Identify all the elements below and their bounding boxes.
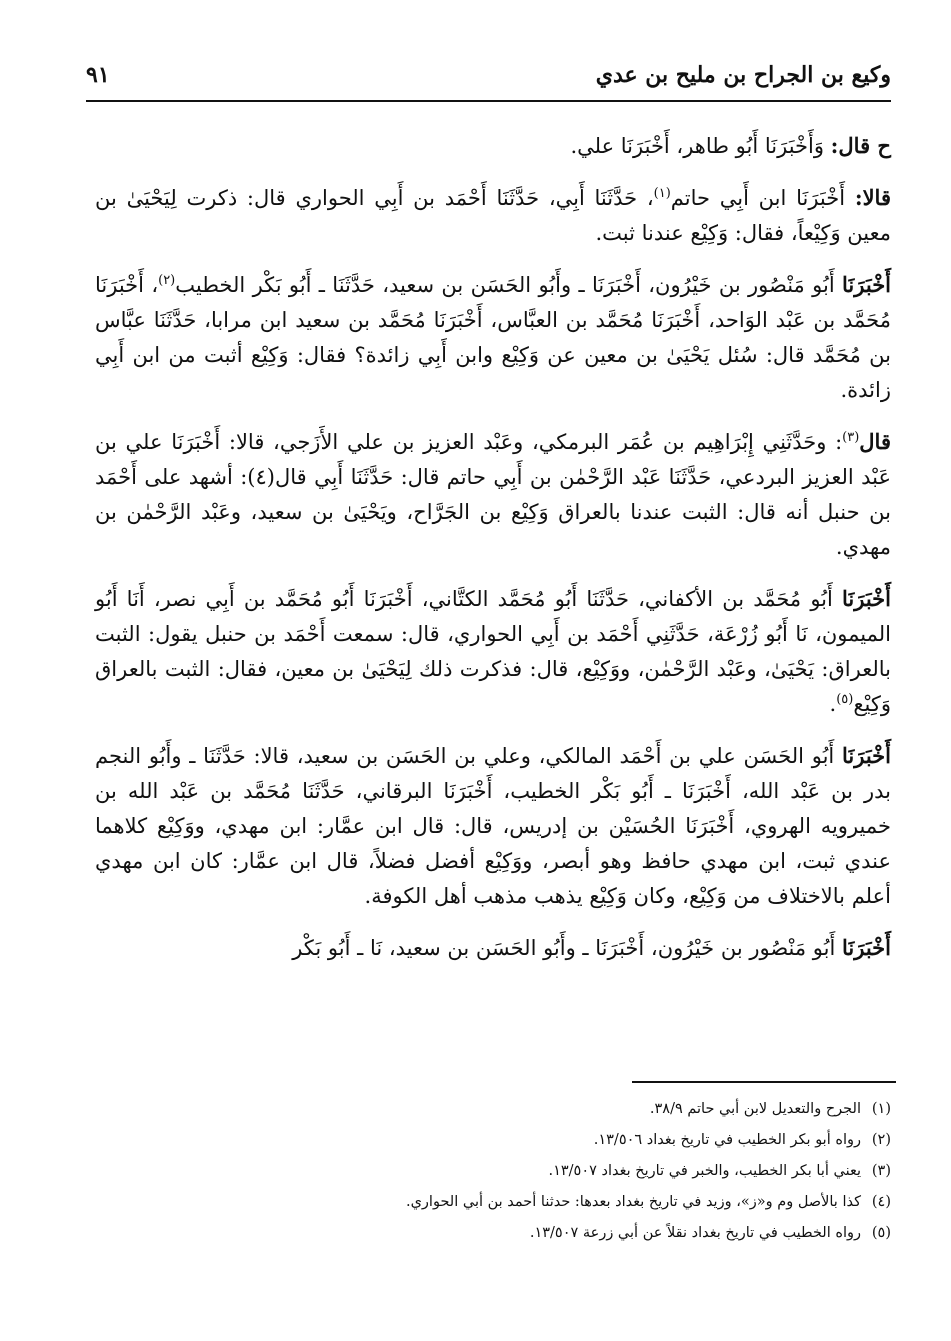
paragraph-lead: أَخْبَرَنَا — [842, 935, 891, 960]
paragraph-7 — [95, 930, 891, 966]
paragraph-tail: . — [829, 692, 837, 716]
paragraph-lead: قال — [859, 429, 891, 454]
footnote-number: (٥) — [871, 1225, 891, 1241]
paragraph-lead: ح قال: — [830, 133, 891, 158]
footnote-text: يعني أبا بكر الخطيب، والخبر في تاريخ بغداد ١٣/٥٠٧. — [548, 1163, 861, 1179]
footnote-text: الجرح والتعديل لابن أبي حاتم ٣٨/٩. — [649, 1101, 861, 1117]
footnote — [140, 1125, 891, 1156]
running-title: وكيع بن الجراح بن مليح بن عدي — [595, 62, 891, 88]
paragraph-text: أَبُو مَنْصُور بن خَيْرُون، أَخْبَرَنَا ـ وأَبُو الحَسَن بن سعيد، حَدَّثَنَا ـ أَبُو بَكْر الخطيب — [175, 273, 843, 297]
main-text — [95, 128, 891, 982]
footnote-text: رواه الخطيب في تاريخ بغداد نقلاً عن أبي زرعة ١٣/٥٠٧. — [529, 1225, 861, 1241]
footnotes — [140, 1094, 891, 1249]
footnote-ref: (٢) — [158, 273, 176, 288]
paragraph-tail: : وحَدَّثَنِي إِبْرَاهِيم بن عُمَر البرمكي، وعَبْد العزيز بن علي الأَزَجي، قالا: أَخْبَرَنَا علي بن عَبْد العزيز البردعي، حَدَّثَنَا عَبْد الرَّحْمٰن بن أَبِي حاتم قال: حَدَّثَنَا أَبِي قال(٤): أشهد على أَحْمَد بن حنبل أنه قال: الثبت عندنا بالعراق وَكِيْع بن الجَرَّاح، ويَحْيَىٰ بن سعيد، وعَبْد الرَّحْمٰن بن مهدي. — [95, 430, 891, 559]
footnote-ref: (٥) — [836, 692, 854, 707]
paragraph-lead: أَخْبَرَنَا — [842, 743, 891, 768]
footnote-number: (٣) — [871, 1163, 891, 1179]
paragraph-1 — [95, 128, 891, 164]
paragraph-lead: قالا: — [854, 185, 891, 210]
paragraph-6 — [95, 738, 891, 914]
paragraph-text: أَخْبَرَنَا ابن أَبِي حاتم — [670, 186, 855, 210]
footnote-ref: (٣) — [842, 430, 860, 445]
footnote-rule — [632, 1081, 896, 1083]
footnote — [140, 1187, 891, 1218]
paragraph-3 — [95, 267, 891, 408]
page-number: ٩١ — [86, 62, 110, 88]
paragraph-tail: ، أَخْبَرَنَا مُحَمَّد بن عَبْد الوَاحد، أَخْبَرَنَا مُحَمَّد بن العبَّاس، أَخْبَرَنَا مُحَمَّد بن سعيد ابن مرابا، حَدَّثَنَا عبَّاس بن مُحَمَّد قال: سُئل يَحْيَىٰ بن معين عن وَكِيْع وابن أَبِي زائدة؟ فقال: وَكِيْع أثبت من ابن أَبِي زائدة. — [95, 273, 891, 402]
footnote — [140, 1218, 891, 1249]
footnote-number: (١) — [871, 1101, 891, 1117]
paragraph-2 — [95, 180, 891, 251]
header-rule — [86, 100, 891, 102]
paragraph-text: أَبُو مُحَمَّد بن الأكفاني، حَدَّثَنَا أَبُو مُحَمَّد الكتَّاني، أَخْبَرَنَا أَبُو مُحَمَّد بن أَبِي نصر، أَنَا أَبُو الميمون، نَا أَبُو زُرْعَة، حَدَّثَنِي أَحْمَد بن أَبِي الحواري، قال: سمعت أَحْمَد بن حنبل يقول: الثبت بالعراق: يَحْيَىٰ، وعَبْد الرَّحْمٰن، ووَكِيْع، قال: فذكرت ذلك لِيَحْيَىٰ بن معين، فقال: الثبت بالعراق وَكِيْع — [95, 587, 891, 716]
footnote-text: كذا بالأصل وم و«ز»، وزيد في تاريخ بغداد بعدها: حدثنا أحمد بن أبي الحواري. — [405, 1194, 861, 1210]
paragraph-lead: أَخْبَرَنَا — [842, 272, 892, 297]
paragraph-5 — [95, 581, 891, 722]
paragraph-4 — [95, 424, 891, 565]
paragraph-lead: أَخْبَرَنَا — [842, 586, 891, 611]
page-header — [86, 48, 891, 98]
footnote-number: (٤) — [871, 1194, 891, 1210]
paragraph-tail: ، حَدَّثَنَا أَبِي، حَدَّثَنَا أَحْمَد بن أَبِي الحواري قال: ذكرت لِيَحْيَىٰ بن معين وَكِيْعاً، فقال: وَكِيْع عندنا ثبت. — [95, 186, 891, 245]
footnote-number: (٢) — [871, 1132, 891, 1148]
footnote-ref: (١) — [653, 186, 671, 201]
paragraph-text: أَبُو مَنْصُور بن خَيْرُون، أَخْبَرَنَا ـ وأَبُو الحَسَن بن سعيد، نَا ـ أَبُو بَكْر — [292, 936, 843, 960]
footnote — [140, 1094, 891, 1125]
paragraph-text: أَبُو الحَسَن علي بن أَحْمَد المالكي، وعلي بن الحَسَن بن سعيد، قالا: حَدَّثَنَا ـ وأَبُو النجم بدر بن عَبْد الله، أَخْبَرَنَا ـ أَبُو بَكْر الخطيب، أَخْبَرَنَا البرقاني، حَدَّثَنَا مُحَمَّد بن عَبْد الله بن خميرويه الهروي، أَخْبَرَنَا الحُسَيْن بن إدريس، قال: قال ابن عمَّار: ابن مهدي، ووَكِيْع كلاهما عندي ثبت، ابن مهدي حافظ وهو أبصر، ووَكِيْع أفضل فضلاً، قال ابن عمَّار: كان ابن مهدي أعلم بالاختلاف من وَكِيْع، وكان وَكِيْع يذهب مذهب أهل الكوفة. — [95, 744, 891, 908]
paragraph-text: وَأَخْبَرَنَا أَبُو طاهر، أَخْبَرَنَا علي. — [570, 134, 831, 158]
footnote-text: رواه أبو بكر الخطيب في تاريخ بغداد ١٣/٥٠٦. — [593, 1132, 861, 1148]
footnote — [140, 1156, 891, 1187]
